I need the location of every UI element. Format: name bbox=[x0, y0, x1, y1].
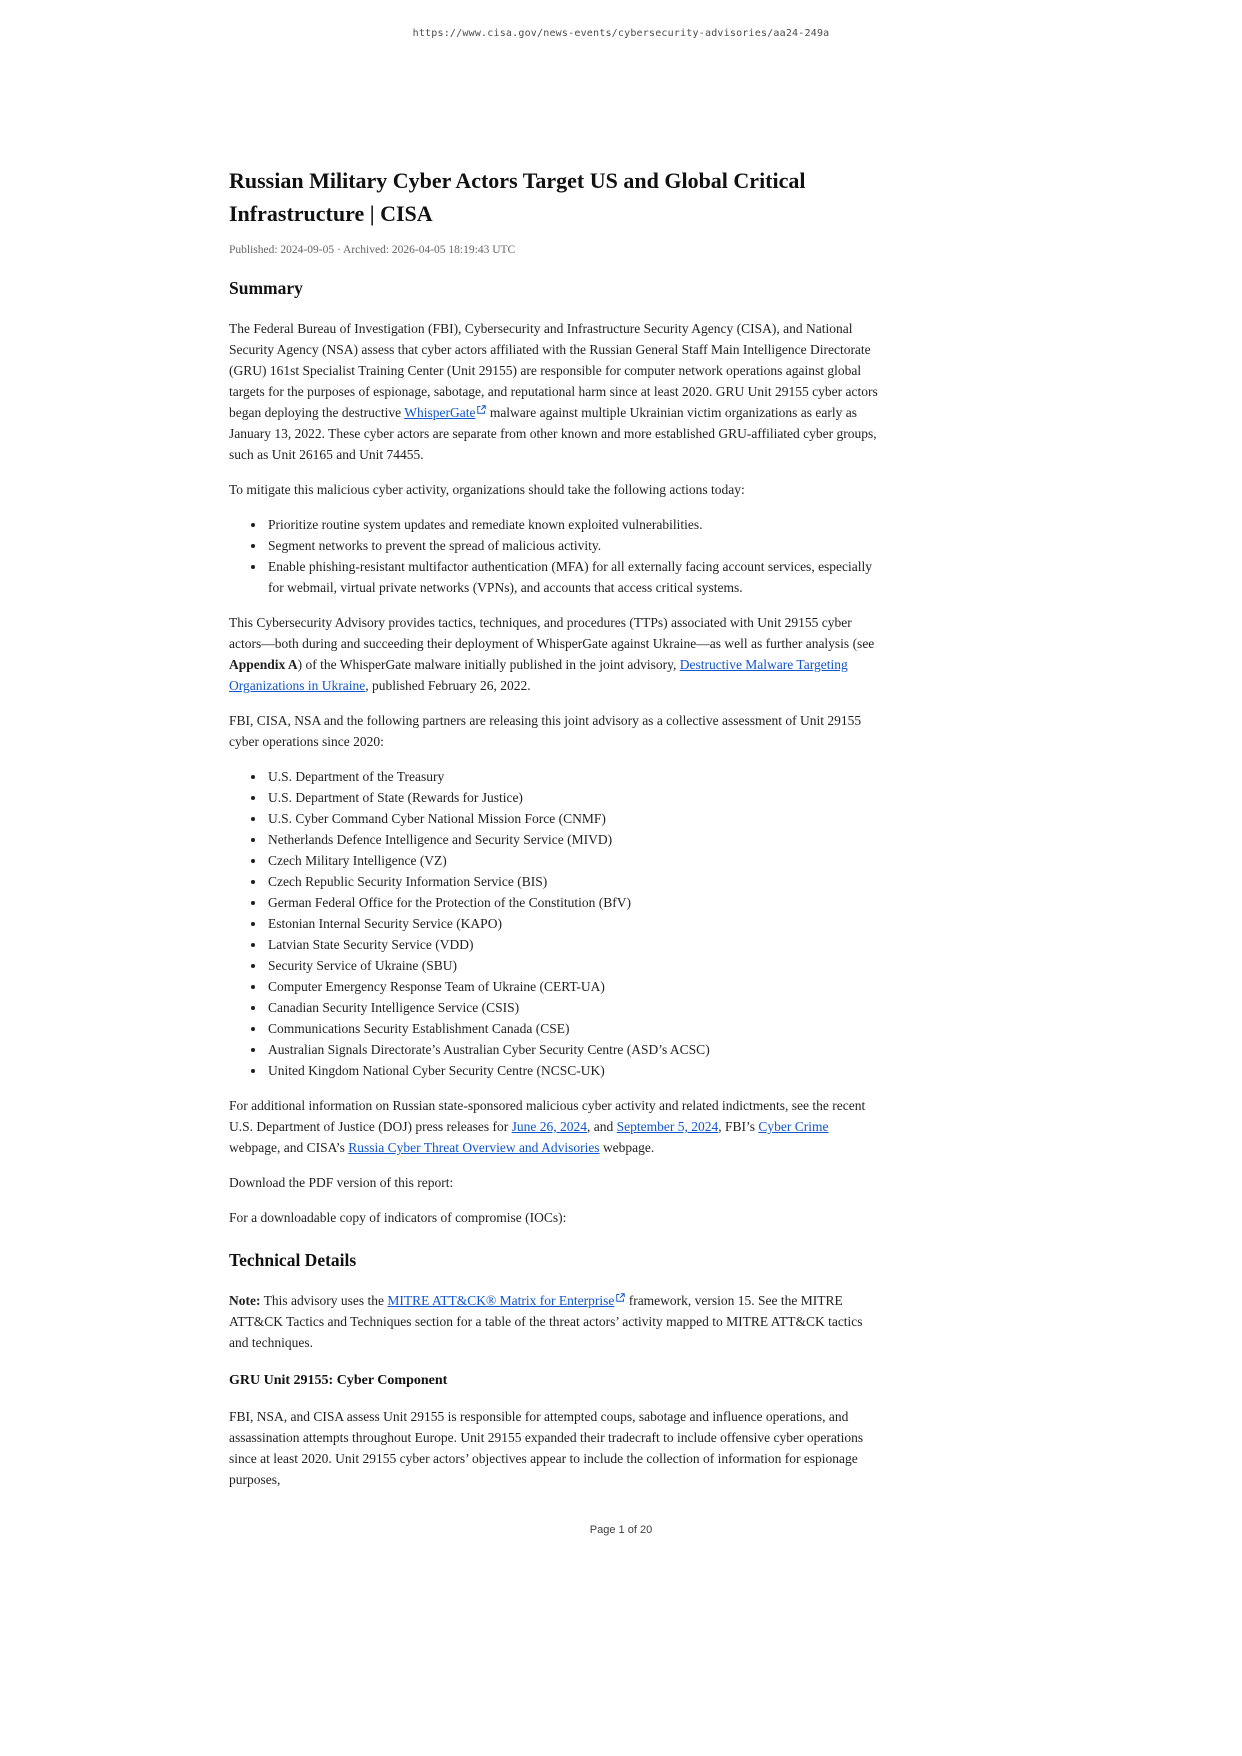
link-whispergate[interactable] bbox=[404, 405, 486, 420]
list-item: • Enable phishing-resistant multifactor authentication (MFA) for all externally facing account services, especially for webmail, virtual private networks (VPNs), and accounts that access critical systems. bbox=[266, 556, 879, 598]
section-heading-summary: Summary bbox=[229, 278, 303, 298]
text-segment: The Federal Bureau of Investigation (FBI), Cybersecurity and Infrastructure Security Agency (CISA), and National Security Agency (NSA) assess that cyber actors affiliated with the Russian General Staff Main Intelligence Directorate (GRU) 161st Specialist Training Center (Unit 29155) are responsible for computer network operations against global targets for the purposes of espionage, sabotage, and reputational harm since at least 2020. GRU Unit 29155 cyber actors began deploying the destructive bbox=[229, 321, 878, 420]
paragraph-attack-note bbox=[229, 1290, 879, 1353]
partners-list bbox=[229, 766, 879, 1081]
paragraph-partners-intro: FBI, CISA, NSA and the following partners are releasing this joint advisory as a collective assessment of Unit 29155 cyber operations since 2020: bbox=[229, 713, 862, 749]
source-url: https://www.cisa.gov/news-events/cybersecurity-advisories/aa24-249a bbox=[412, 28, 830, 39]
text-segment: For additional information on Russian state-sponsored malicious cyber activity and related indictments, see the recent U.S. Department of Justice (DOJ) press releases for bbox=[229, 1098, 866, 1134]
list-item: • Prioritize routine system updates and remediate known exploited vulnerabilities. bbox=[266, 514, 879, 535]
list-item: • German Federal Office for the Protection of the Constitution (BfV) bbox=[266, 892, 879, 913]
text-segment: This advisory uses the bbox=[260, 1293, 388, 1308]
link-fbi-cyber-crime[interactable]: Cyber Crime bbox=[758, 1119, 829, 1134]
link-doj-press-release-september[interactable]: September 5, 2024 bbox=[616, 1119, 719, 1134]
paragraph-summary-intro bbox=[229, 318, 879, 465]
paragraph-additional-info bbox=[229, 1095, 879, 1158]
paragraph-download-pdf: Download the PDF version of this report: bbox=[229, 1175, 454, 1190]
text-segment: ) of the WhisperGate malware initially published in the joint advisory, bbox=[297, 657, 680, 672]
article bbox=[229, 164, 879, 1504]
list-item: • U.S. Department of the Treasury bbox=[266, 766, 879, 787]
text-segment: , FBI’s bbox=[718, 1119, 759, 1134]
list-item: • Estonian Internal Security Service (KAPO) bbox=[266, 913, 879, 934]
paragraph-iocs: For a downloadable copy of indicators of compromise (IOCs): bbox=[229, 1210, 567, 1225]
section-heading-technical-details: Technical Details bbox=[229, 1250, 357, 1270]
text-segment: webpage. bbox=[599, 1140, 655, 1155]
list-item: • Australian Signals Directorate’s Australian Cyber Security Centre (ASD’s ACSC) bbox=[266, 1039, 879, 1060]
text-segment: framework, version 15. See the MITRE ATT&CK Tactics and Techniques section for a table of the threat actors’ activity mapped to MITRE ATT&CK tactics and techniques. bbox=[229, 1293, 863, 1350]
mitigation-actions-list bbox=[229, 514, 879, 598]
paragraph-gru-assessment: FBI, NSA, and CISA assess Unit 29155 is responsible for attempted coups, sabotage and influence operations, and assassination attempts throughout Europe. Unit 29155 expanded their tradecraft to include offensive cyber operations since at least 2020. Unit 29155 cyber actors’ objectives appear to include the collection of information for espionage purposes, bbox=[229, 1409, 864, 1487]
external-link-icon bbox=[475, 405, 486, 420]
list-item: • Segment networks to prevent the spread of malicious activity. bbox=[266, 535, 879, 556]
appendix-a-emphasis: Appendix A bbox=[229, 657, 298, 672]
list-item: • Latvian State Security Service (VDD) bbox=[266, 934, 879, 955]
text-segment: , published February 26, 2022. bbox=[365, 678, 531, 693]
text-segment: This Cybersecurity Advisory provides tactics, techniques, and procedures (TTPs) associated with Unit 29155 cyber actors—both during and succeeding their deployment of WhisperGate against Ukraine—as well as further analysis (see bbox=[229, 615, 875, 651]
published-archived-meta: Published: 2024-09-05 · Archived: 2026-04-05 18:19:43 UTC bbox=[229, 244, 516, 256]
page-number: Page 1 of 20 bbox=[589, 1524, 653, 1536]
list-item: • Communications Security Establishment Canada (CSE) bbox=[266, 1018, 879, 1039]
text-segment: malware against multiple Ukrainian victim organizations as early as January 13, 2022. These cyber actors are separate from other known and more established GRU-affiliated cyber groups, such as Unit 26165 and Unit 74455. bbox=[229, 405, 877, 462]
subheading-gru-unit-29155: GRU Unit 29155: Cyber Component bbox=[229, 1373, 448, 1388]
external-link-icon bbox=[614, 1293, 625, 1308]
text-segment: webpage, and CISA’s bbox=[229, 1140, 349, 1155]
link-label: MITRE ATT&CK® Matrix for Enterprise bbox=[387, 1293, 615, 1308]
list-item: • United Kingdom National Cyber Security Centre (NCSC-UK) bbox=[266, 1060, 879, 1081]
list-item: • U.S. Department of State (Rewards for Justice) bbox=[266, 787, 879, 808]
paragraph-advisory-scope bbox=[229, 612, 879, 696]
link-mitre-attack-matrix[interactable] bbox=[387, 1293, 625, 1308]
link-doj-press-release-june[interactable]: June 26, 2024 bbox=[511, 1119, 588, 1134]
text-segment: , and bbox=[587, 1119, 617, 1134]
note-emphasis: Note: bbox=[229, 1293, 261, 1308]
list-item: • Netherlands Defence Intelligence and Security Service (MIVD) bbox=[266, 829, 879, 850]
page-title: Russian Military Cyber Actors Target US and Global Critical Infrastructure | CISA bbox=[229, 168, 806, 226]
list-item: • Czech Military Intelligence (VZ) bbox=[266, 850, 879, 871]
list-item: • Computer Emergency Response Team of Ukraine (CERT-UA) bbox=[266, 976, 879, 997]
link-label: WhisperGate bbox=[404, 405, 476, 420]
list-item: • Security Service of Ukraine (SBU) bbox=[266, 955, 879, 976]
link-russia-cyber-threat-overview[interactable]: Russia Cyber Threat Overview and Advisories bbox=[348, 1140, 600, 1155]
paragraph-mitigation-intro: To mitigate this malicious cyber activity, organizations should take the following actions today: bbox=[229, 482, 745, 497]
link-destructive-malware-advisory[interactable]: Destructive Malware Targeting Organizations in Ukraine bbox=[229, 657, 848, 693]
list-item: • Czech Republic Security Information Service (BIS) bbox=[266, 871, 879, 892]
list-item: • U.S. Cyber Command Cyber National Mission Force (CNMF) bbox=[266, 808, 879, 829]
list-item: • Canadian Security Intelligence Service (CSIS) bbox=[266, 997, 879, 1018]
